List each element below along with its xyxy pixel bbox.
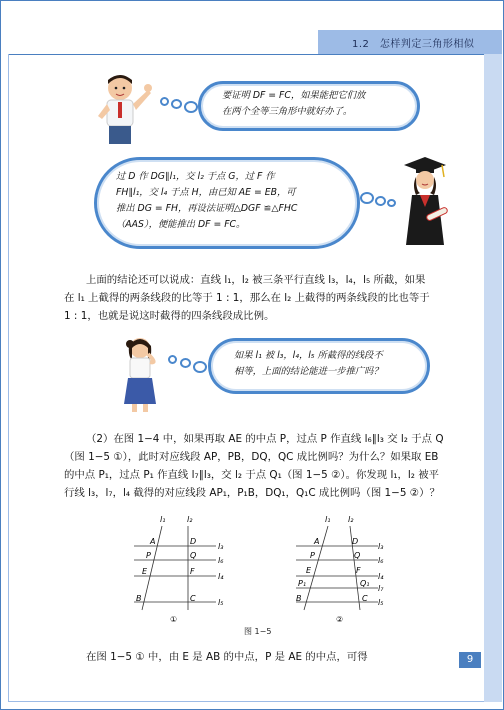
fig2-label-l6: l₆ (378, 556, 384, 565)
fig1-label-l3: l₃ (218, 542, 224, 551)
fig1-label-l6: l₆ (218, 556, 224, 565)
fig1-label-F: F (190, 567, 195, 576)
side-margin-bar (484, 54, 502, 702)
bubble2-line1: 过 D 作 DG∥l₁，交 l₂ 于点 G，过 F 作 (116, 171, 275, 182)
fig2-label-l3: l₃ (378, 542, 384, 551)
bubble2-text (116, 169, 297, 233)
graduate-girl-illustration (398, 155, 452, 247)
fig1-label-l1: l₁ (160, 515, 166, 524)
fig2-label-l2: l₂ (348, 515, 354, 524)
fig2-subcaption: ② (336, 615, 344, 624)
fig2-label-P1: P₁ (298, 579, 307, 588)
fig1-label-l5: l₅ (218, 598, 224, 607)
fig1-subcaption: ① (170, 615, 178, 624)
fig2-label-Q1: Q₁ (360, 579, 370, 588)
fig2-label-Q: Q (354, 551, 361, 560)
section-title: 1.2 怎样判定三角形相似 (352, 39, 475, 50)
bubble2-line2: FH∥l₁，交 l₄ 于点 H，由已知 AE = EB，可 (116, 187, 296, 198)
fig1-label-Q: Q (190, 551, 197, 560)
thought-bubble-dot (180, 358, 191, 368)
thought-bubble-dot (168, 355, 177, 364)
fig2-label-E: E (306, 566, 312, 575)
paragraph-generalization (64, 271, 430, 325)
thought-bubble-dot (193, 361, 207, 373)
paragraph2-line2: （图 1−5 ①），此时对应线段 AP，PB，DQ，QC 成比例吗？为什么？如果取 EB (64, 451, 439, 463)
paragraph1-line3: 1 : 1，也就是说这时截得的四条线段成比例。 (64, 310, 275, 322)
paragraph2-line3: 的中点 P₁，过点 P₁ 作直线 l₇∥l₃，交 l₂ 于点 Q₁（图 1−5 ②）。你发现 l₁，l₂ 被平 (64, 469, 440, 481)
bubble3-line2: 相等，上面的结论能进一步推广吗？ (234, 366, 383, 377)
boy-illustration (90, 72, 156, 150)
bubble3-text (234, 348, 383, 380)
bubble1-line2: 在两个全等三角形中就好办了。 (222, 106, 353, 117)
thinking-girl-illustration (118, 334, 164, 414)
page-number: 9 (459, 652, 481, 668)
thought-bubble-dot (184, 101, 198, 113)
thought-bubble-dot (171, 99, 182, 109)
thought-bubble-dot (160, 97, 169, 106)
paragraph2-line4: 行线 l₃，l₇，l₄ 截得的对应线段 AP₁，P₁B，DQ₁，Q₁C 成比例吗（图 1−5 ②）？ (64, 487, 440, 499)
fig2-label-l5: l₅ (378, 598, 384, 607)
fig2-label-C: C (362, 594, 368, 603)
fig1-label-C: C (190, 594, 196, 603)
fig2-label-l7: l₇ (378, 584, 384, 593)
bubble1-line1: 要证明 DF = FC，如果能把它们放 (222, 90, 366, 101)
fig2-label-D: D (352, 537, 359, 546)
bubble2-line3: 推出 DG = FH，再设法证明△DGF ≌△FHC (116, 203, 298, 214)
figure-1-5-1 (130, 512, 230, 624)
figure-caption: 图 1−5 (244, 627, 272, 636)
fig2-label-B: B (296, 594, 302, 603)
bubble2-line4: （AAS），便能推出 DF = FC。 (116, 219, 246, 230)
paragraph1-line2: 在 l₁ 上截得的两条线段的比等于 1 : 1，那么在 l₂ 上截得的两条线段的比也等于 (64, 292, 430, 304)
fig2-label-A: A (314, 537, 320, 546)
figure-1-5-2 (292, 512, 392, 624)
fig2-label-F: F (356, 566, 361, 575)
fig1-label-l4: l₄ (218, 572, 224, 581)
fig1-label-B: B (136, 594, 142, 603)
paragraph-question (64, 430, 444, 502)
fig2-label-l4: l₄ (378, 572, 384, 581)
fig1-label-D: D (190, 537, 197, 546)
fig1-label-l2: l₂ (187, 515, 193, 524)
bubble3-line1: 如果 l₁ 被 l₃，l₄，l₅ 所截得的线段不 (234, 350, 383, 361)
fig2-label-l1: l₁ (325, 515, 331, 524)
bubble1-text (222, 88, 365, 120)
fig1-label-E: E (142, 567, 148, 576)
paragraph-tail: 在图 1−5 ① 中，由 E 是 AB 的中点，P 是 AE 的中点，可得 (86, 651, 368, 663)
fig2-label-P: P (310, 551, 315, 560)
thought-bubble-dot (375, 196, 386, 206)
thought-bubble-dot (360, 192, 374, 204)
paragraph2-line1: （2）在图 1−4 中，如果再取 AE 的中点 P，过点 P 作直线 l₆∥l₃ 交 l₂ 于点 Q (86, 433, 444, 445)
fig1-label-A: A (150, 537, 156, 546)
fig1-label-P: P (146, 551, 151, 560)
paragraph1-line1: 上面的结论还可以说成：直线 l₁，l₂ 被三条平行直线 l₃，l₄，l₅ 所截，如果 (86, 274, 426, 286)
thought-bubble-dot (387, 199, 396, 207)
